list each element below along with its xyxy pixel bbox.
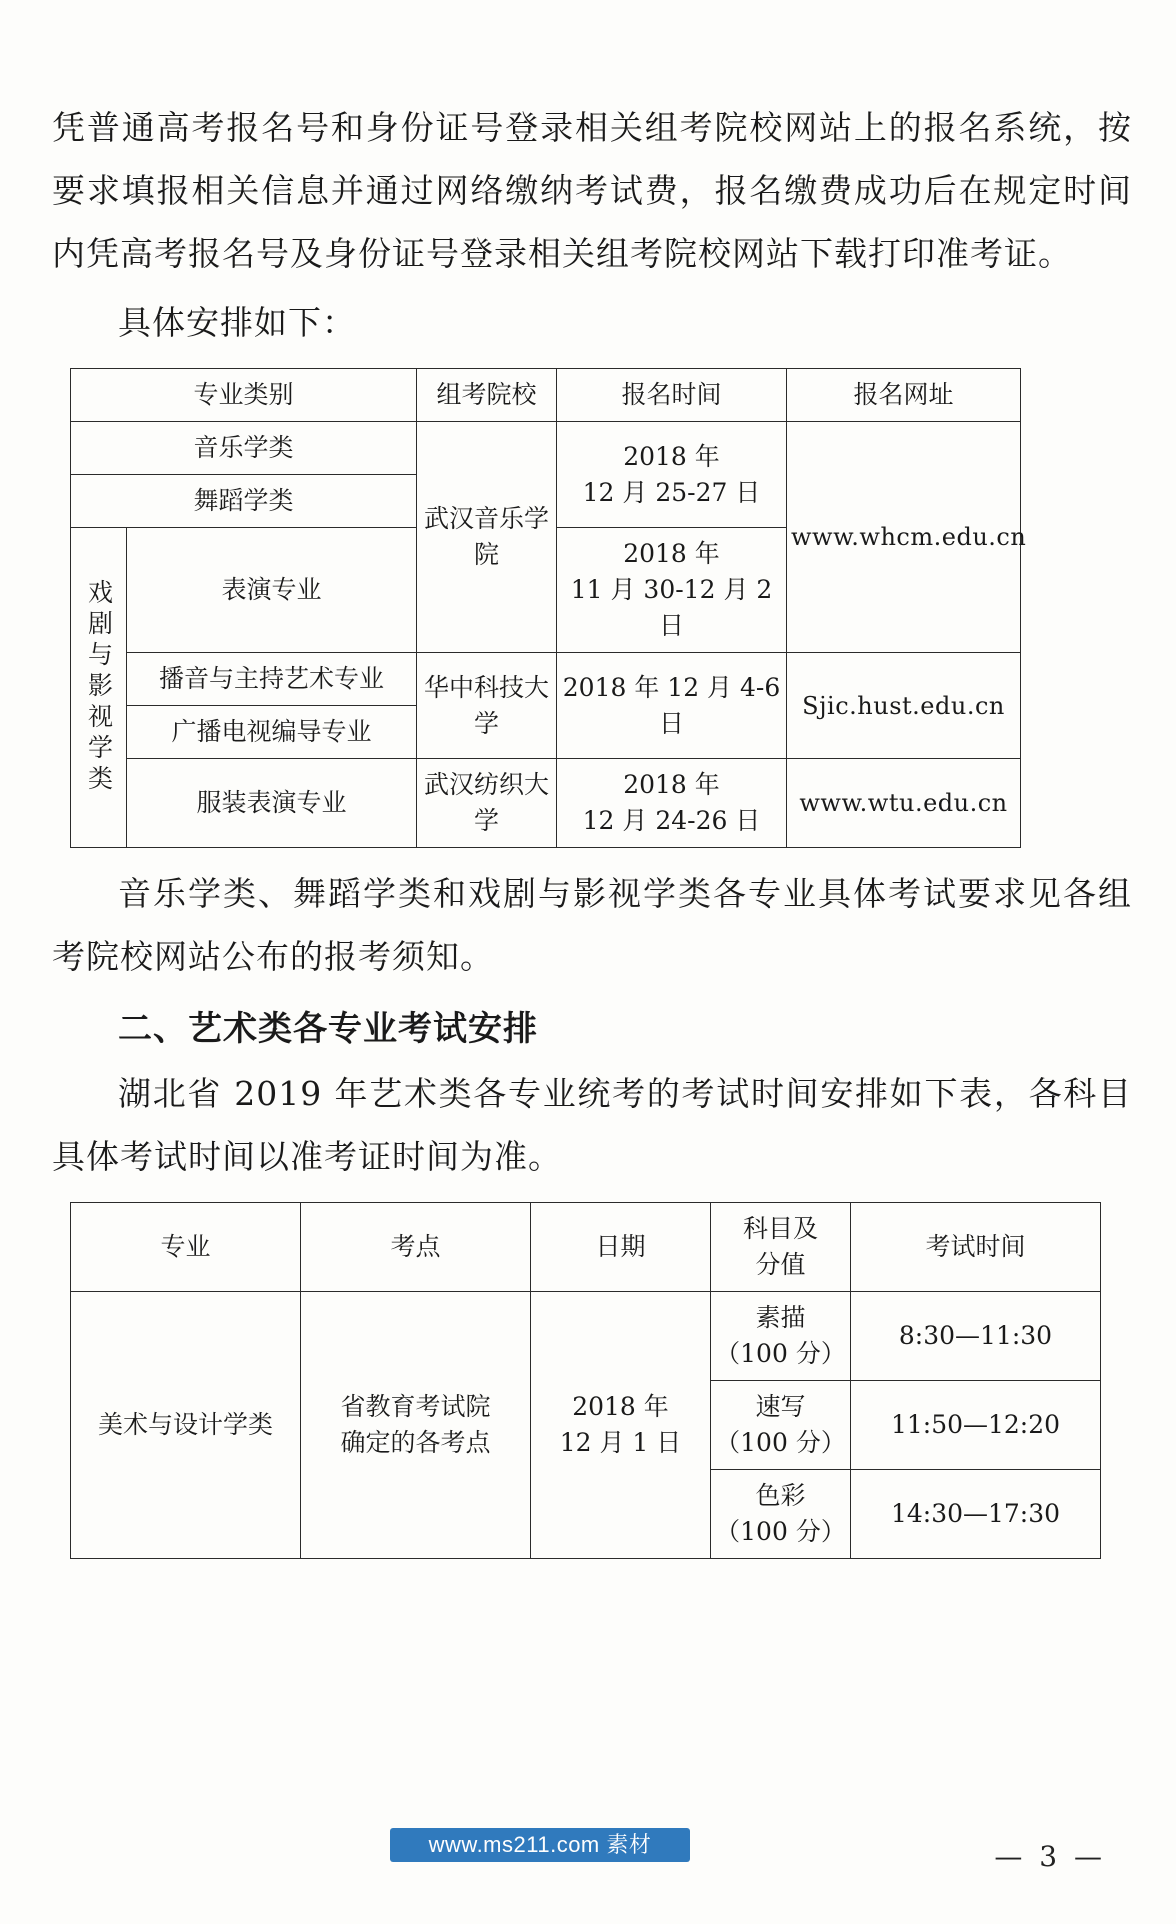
table-row: [71, 422, 1021, 475]
paragraph-arrangement-lead: 具体安排如下：: [118, 303, 356, 342]
cell-college-whcm: [417, 422, 557, 653]
cell-major-music: 音乐学类: [71, 422, 417, 475]
cell-college-hust: 华中科技大学: [417, 653, 557, 759]
cell-subject-quicksketch: [711, 1381, 851, 1470]
signup-time-days: 12 月 24-26 日: [582, 806, 761, 835]
cell-major-tv-directing: 广播电视编导专业: [127, 706, 417, 759]
cell-exam-time-color: 14:30—17:30: [851, 1470, 1101, 1559]
exam-site-line1: 省教育考试院: [340, 1392, 491, 1421]
table-row: [71, 1292, 1101, 1381]
subject-name: 速写: [755, 1392, 806, 1421]
cell-major-broadcasting: 播音与主持艺术专业: [127, 653, 417, 706]
exam-date-year: 2018 年: [572, 1392, 669, 1421]
header-exam-time: 考试时间: [851, 1203, 1101, 1292]
signup-time-year: 2018 年: [623, 770, 720, 799]
section-heading-exam-schedule: 二、艺术类各专业考试安排: [118, 1009, 538, 1049]
subject-score: （100 分）: [715, 1517, 846, 1546]
cell-signup-time-performance: [557, 528, 787, 653]
paragraph-exam-requirements-note: 音乐学类、舞蹈学类和戏剧与影视学类各专业具体考试要求见各组考院校网站公布的报考须知。: [52, 874, 1132, 976]
cell-college-wtu: 武汉纺织大学: [417, 759, 557, 848]
table-row: [71, 369, 1021, 422]
cell-exam-time-quicksketch: 11:50—12:20: [851, 1381, 1101, 1470]
header-exam-site: 考点: [301, 1203, 531, 1292]
cell-url-whcm[interactable]: www.whcm.edu.cn: [787, 422, 1021, 653]
table-exam-schedule: [70, 1202, 1101, 1559]
cell-exam-time-sketch: 8:30—11:30: [851, 1292, 1101, 1381]
cell-major-fine-arts-design: 美术与设计学类: [71, 1292, 301, 1559]
subject-name: 色彩: [755, 1481, 806, 1510]
signup-time-year: 2018 年: [623, 539, 720, 568]
subject-score: （100 分）: [715, 1339, 846, 1368]
cell-signup-time-wtu: [557, 759, 787, 848]
exam-date-day: 12 月 1 日: [559, 1428, 682, 1457]
header-subject-line2: 分值: [755, 1250, 806, 1279]
signup-time-days: 12 月 25-27 日: [582, 477, 761, 507]
table-exam-registration: [70, 368, 1027, 848]
cell-exam-date: [531, 1292, 711, 1559]
signup-time-days: 11 月 30-12 月 2 日: [570, 575, 773, 640]
cell-signup-time-music-dance: [557, 422, 787, 528]
header-major: 专业: [71, 1203, 301, 1292]
header-signup-time: 报名时间: [557, 369, 787, 422]
cell-major-performance: 表演专业: [127, 528, 417, 653]
paragraph-registration-instructions: 凭普通高考报名号和身份证号登录相关组考院校网站上的报名系统，按要求填报相关信息并通过网络缴纳考试费，报名缴费成功后在规定时间内凭高考报名号及身份证号登录相关组考院校网站下载打印准考证。: [52, 108, 1132, 273]
header-signup-url: 报名网址: [787, 369, 1021, 422]
cell-url-wtu[interactable]: www.wtu.edu.cn: [787, 759, 1021, 848]
header-major-category: 专业类别: [71, 369, 417, 422]
subject-name: 素描: [755, 1303, 806, 1332]
paragraph-schedule-intro: 湖北省 2019 年艺术类各专业统考的考试时间安排如下表，各科目具体考试时间以准考证时间为准。: [52, 1074, 1132, 1176]
signup-time-year: 2018 年: [623, 441, 720, 471]
cell-subject-sketch: [711, 1292, 851, 1381]
cell-signup-time-hust: 2018 年 12 月 4-6 日: [557, 653, 787, 759]
subject-score: （100 分）: [715, 1428, 846, 1457]
cell-major-fashion-performance: 服装表演专业: [127, 759, 417, 848]
table-row: [71, 759, 1021, 848]
header-subject-line1: 科目及: [742, 1214, 818, 1243]
cell-subject-color: [711, 1470, 851, 1559]
table-row: [71, 653, 1021, 706]
exam-site-line2: 确定的各考点: [340, 1428, 491, 1457]
page-number: — 3 —: [994, 1840, 1106, 1873]
header-date: 日期: [531, 1203, 711, 1292]
cell-url-hust[interactable]: Sjic.hust.edu.cn: [787, 653, 1021, 759]
watermark: www.ms211.com 素材: [390, 1828, 690, 1862]
header-subject-score: [711, 1203, 851, 1292]
cell-major-dance: 舞蹈学类: [71, 475, 417, 528]
table-row: [71, 1203, 1101, 1292]
page-content: [52, 96, 1132, 1573]
header-organizing-college: 组考院校: [417, 369, 557, 422]
cell-exam-site: [301, 1292, 531, 1559]
college-name-text: 武汉音乐学院: [424, 504, 550, 569]
cell-category-drama-film: 戏剧与影视学类: [71, 528, 127, 848]
